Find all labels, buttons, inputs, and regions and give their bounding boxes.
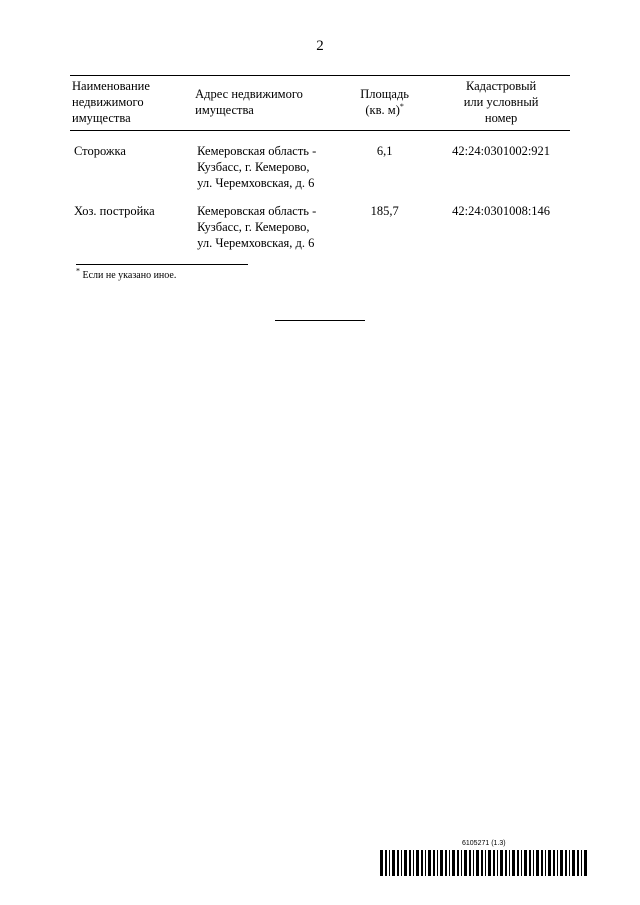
table-row [70, 131, 570, 192]
cell-area: 6,1 [376, 144, 393, 158]
footnote-text: Если не указано иное. [80, 270, 177, 281]
table-header-row [70, 76, 570, 131]
property-table [70, 75, 570, 251]
page-number: 2 [316, 38, 324, 54]
cell-cadastral: 42:24:0301002:921 [452, 144, 551, 158]
header-name: Наименование недвижимого имущества [72, 79, 150, 125]
footnote [76, 266, 177, 281]
footnote-mark: * [76, 266, 80, 276]
header-address: Адрес недвижимого имущества [195, 87, 303, 117]
cell-cadastral: 42:24:0301008:146 [452, 204, 551, 218]
cell-area: 185,7 [370, 204, 399, 218]
cell-name: Хоз. постройка [74, 204, 155, 218]
end-divider [275, 320, 365, 321]
table-row [70, 191, 570, 251]
header-cadastral: Кадастровый или условный номер [463, 79, 539, 125]
cell-name: Сторожка [74, 144, 126, 158]
barcode-number: 6105271 (1.3) [462, 840, 506, 847]
header-area: Площадь (кв. м)* [360, 87, 409, 117]
barcode-icon [380, 850, 590, 876]
cell-address: Кемеровская область - Кузбасс, г. Кемерово, ул. Черемховская, д. 6 [197, 204, 317, 250]
footnote-ref: * [399, 101, 404, 111]
footnote-divider [76, 264, 248, 265]
cell-address: Кемеровская область - Кузбасс, г. Кемерово, ул. Черемховская, д. 6 [197, 144, 317, 190]
